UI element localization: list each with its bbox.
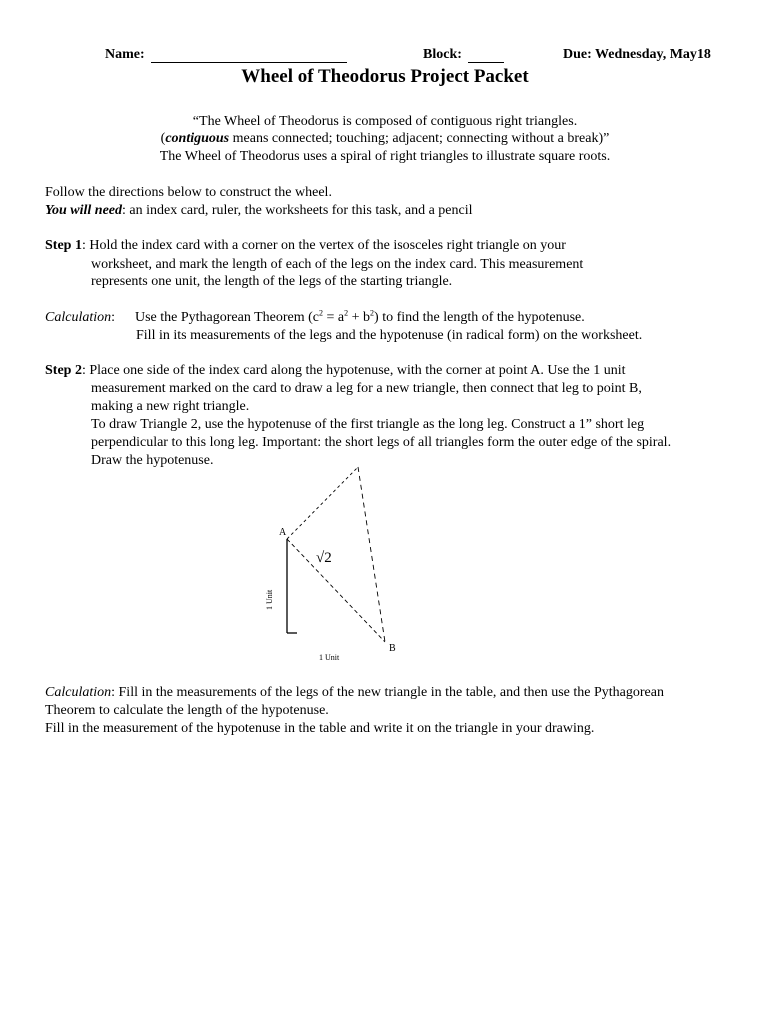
step2-text-1: : Place one side of the index card along the hypotenuse, with the corner at point A. Use the 1 unit bbox=[81, 363, 626, 378]
step2-line-4: To draw Triangle 2, use the hypotenuse of the first triangle as the long leg. Construct a 1” short leg bbox=[91, 417, 645, 432]
name-field bbox=[105, 47, 347, 63]
hypotenuse-ab bbox=[287, 539, 385, 642]
calc1-sup-a: 2 bbox=[344, 308, 349, 318]
point-a-label: A bbox=[279, 527, 287, 538]
block-field bbox=[423, 47, 504, 63]
step2-line-5: perpendicular to this long leg. Important: the short legs of all triangles form the outer edge of the spiral. bbox=[91, 435, 672, 450]
calc1-formula bbox=[135, 309, 585, 327]
point-b-label: B bbox=[389, 643, 396, 654]
directions-follow: Follow the directions below to construct the wheel. bbox=[45, 185, 332, 200]
calc2-line-3: Fill in the measurement of the hypotenuse in the table and write it on the triangle in your drawing. bbox=[45, 721, 595, 736]
calc1-formula-d: ) to find the length of the hypotenuse. bbox=[374, 310, 585, 325]
intro-line-1: “The Wheel of Theodorus is composed of contiguous right triangles. bbox=[192, 114, 578, 129]
directions-need bbox=[45, 202, 473, 220]
need-label: You will need bbox=[45, 203, 123, 218]
calc1-sup-b: 2 bbox=[370, 308, 375, 318]
step2-line-2: measurement marked on the card to draw a leg for a new triangle, then connect that leg to point B, bbox=[91, 381, 642, 396]
theodorus-diagram bbox=[250, 460, 420, 670]
step2-line-6: Draw the hypotenuse. bbox=[91, 453, 214, 468]
intro-definition: means connected; touching; adjacent; connecting without a break)” bbox=[229, 131, 610, 146]
calc1-line-2: Fill in its measurements of the legs and the hypotenuse (in radical form) on the worksheet. bbox=[136, 328, 643, 343]
step1-line-3: represents one unit, the length of the legs of the starting triangle. bbox=[91, 274, 453, 289]
intro-paren: ( bbox=[160, 131, 166, 146]
step2-line-3: making a new right triangle. bbox=[91, 399, 250, 414]
calc1-formula-a: Use the Pythagorean Theorem (c bbox=[135, 310, 320, 325]
name-label: Name: bbox=[105, 47, 145, 62]
calc2-text-1: : Fill in the measurements of the legs of the new triangle in the table, and then use the Pythagorean bbox=[111, 685, 664, 700]
calc2-line-2: Theorem to calculate the length of the hypotenuse. bbox=[45, 703, 329, 718]
intro-line-3: The Wheel of Theodorus uses a spiral of right triangles to illustrate square roots. bbox=[159, 149, 611, 164]
calc1-formula-c: + b bbox=[348, 310, 371, 325]
block-blank[interactable] bbox=[468, 47, 504, 63]
vertical-unit-label: 1 Unit bbox=[265, 589, 274, 610]
new-hypotenuse bbox=[358, 467, 385, 642]
step2-line-1 bbox=[45, 362, 625, 380]
due-date: Due: Wednesday, May18 bbox=[563, 47, 711, 62]
new-unit-leg bbox=[287, 467, 358, 539]
page-title: Wheel of Theodorus Project Packet bbox=[241, 66, 529, 87]
block-label: Block: bbox=[423, 47, 462, 62]
calc1-line-1 bbox=[45, 308, 585, 327]
intro-line-2 bbox=[0, 131, 770, 147]
horizontal-unit-label: 1 Unit bbox=[319, 653, 340, 662]
step1-text-1: : Hold the index card with a corner on the vertex of the isosceles right triangle on your bbox=[81, 238, 566, 253]
sqrt2-label: √2 bbox=[316, 550, 332, 566]
need-text: : an index card, ruler, the worksheets for this task, and a pencil bbox=[122, 203, 473, 218]
step1-label: Step 1 bbox=[45, 238, 82, 253]
calc1-label: Calculation bbox=[45, 310, 112, 325]
calc2-line-1 bbox=[45, 684, 664, 702]
name-blank[interactable] bbox=[151, 47, 347, 63]
calc2-label: Calculation bbox=[45, 685, 112, 700]
calc1-sup-c: 2 bbox=[319, 308, 324, 318]
calc1-formula-b: = a bbox=[323, 310, 345, 325]
step2-label: Step 2 bbox=[45, 363, 82, 378]
intro-contiguous: contiguous bbox=[165, 131, 230, 146]
step1-line-2: worksheet, and mark the length of each of the legs on the index card. This measurement bbox=[91, 257, 584, 272]
step1-line-1 bbox=[45, 237, 566, 255]
calc1-colon: : bbox=[111, 310, 116, 325]
